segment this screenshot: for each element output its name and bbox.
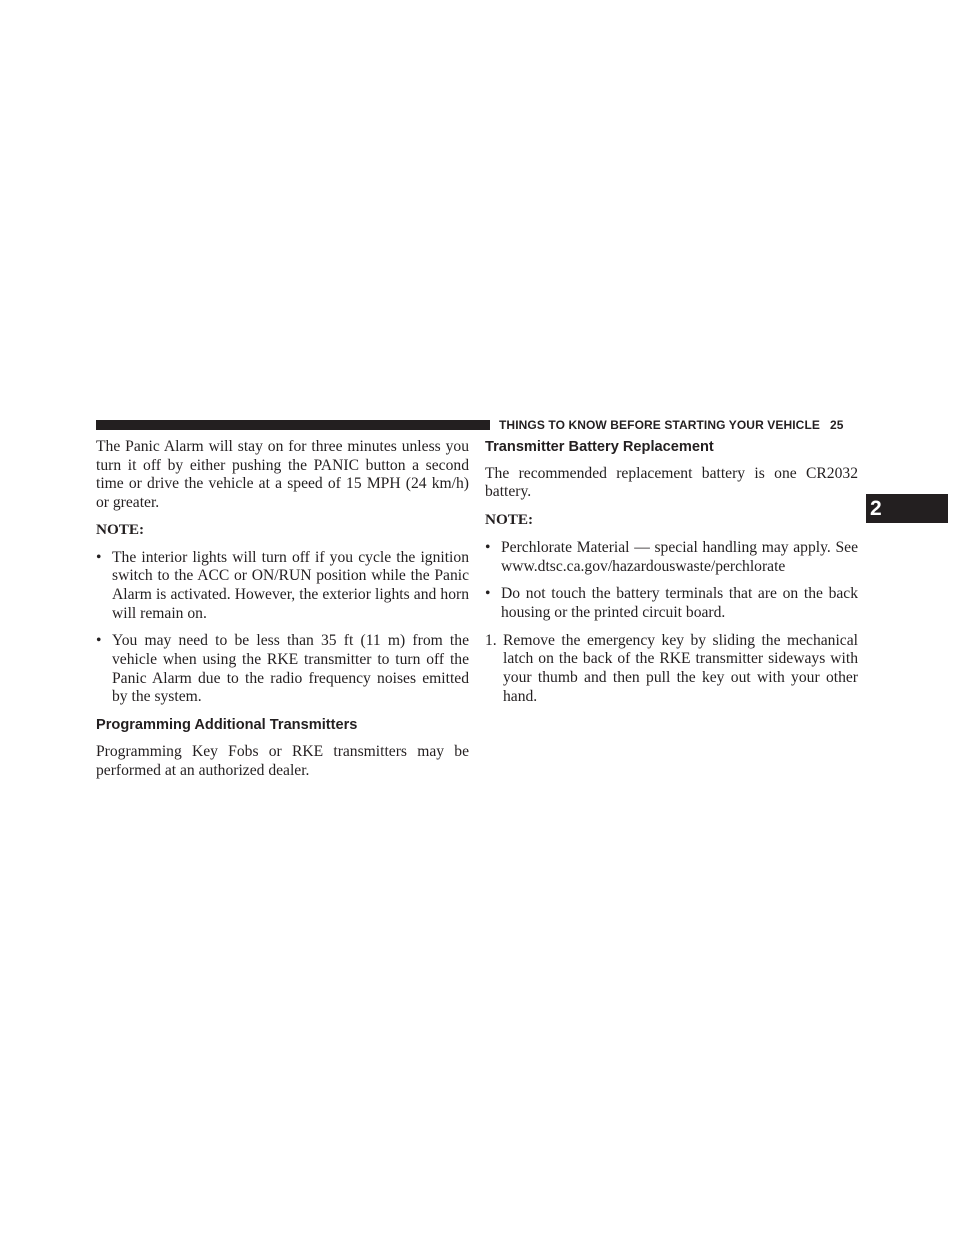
battery-paragraph: The recommended replacement battery is one CR2032 battery. xyxy=(485,464,858,501)
step-number: 1. xyxy=(485,631,497,649)
section-heading: Transmitter Battery Replacement xyxy=(485,439,714,455)
bullet-icon: • xyxy=(96,632,102,650)
panic-alarm-paragraph: The Panic Alarm will stay on for three minutes unless you turn it off by either pushing the PANIC button a second time or drive the vehicle at a speed of 15 MPH (24 km/h) or greater. xyxy=(96,438,469,512)
bullet-icon: • xyxy=(485,585,491,603)
left-column xyxy=(96,438,469,780)
bullet-icon: • xyxy=(96,548,102,566)
section-heading: Programming Additional Transmitters xyxy=(96,717,358,734)
programming-paragraph: Programming Key Fobs or RKE transmitters may be performed at an authorized dealer. xyxy=(96,742,469,779)
running-header xyxy=(499,417,859,433)
step-text: Remove the emergency key by sliding the mechanical latch on the back of the RKE transmitter sideways with your thumb and then pull the key out with your other hand. xyxy=(503,631,858,705)
step-item xyxy=(485,632,858,707)
right-column xyxy=(485,438,858,706)
chapter-tab: 2 xyxy=(866,494,948,523)
list-item-text: You may need to be less than 35 ft (11 m) from the vehicle when using the RKE transmitter to turn off the Panic Alarm due to the radio frequency noises emitted by the system. xyxy=(112,632,469,706)
steps-list xyxy=(485,632,858,707)
list-item-text: Do not touch the battery terminals that are on the back housing or the printed circuit board. xyxy=(501,585,858,621)
header-rule xyxy=(96,420,490,430)
list-item xyxy=(96,549,469,624)
note-bullet-list xyxy=(96,549,469,708)
note-label: NOTE: xyxy=(96,520,145,538)
list-item-text: Perchlorate Material — special handling may apply. See www.dtsc.ca.gov/hazardouswaste/perchlorate xyxy=(501,538,858,575)
list-item xyxy=(485,585,858,622)
note-bullet-list xyxy=(485,539,858,623)
list-item xyxy=(96,632,469,707)
header-title: THINGS TO KNOW BEFORE STARTING YOUR VEHICLE xyxy=(499,418,820,432)
list-item-text: The interior lights will turn off if you cycle the ignition switch to the ACC or ON/RUN position while the Panic Alarm is activated. However, the exterior lights and horn will remain on. xyxy=(112,548,469,622)
list-item xyxy=(485,539,858,576)
note-label: NOTE: xyxy=(485,511,534,529)
bullet-icon: • xyxy=(485,538,491,556)
page-number: 25 xyxy=(829,418,844,432)
